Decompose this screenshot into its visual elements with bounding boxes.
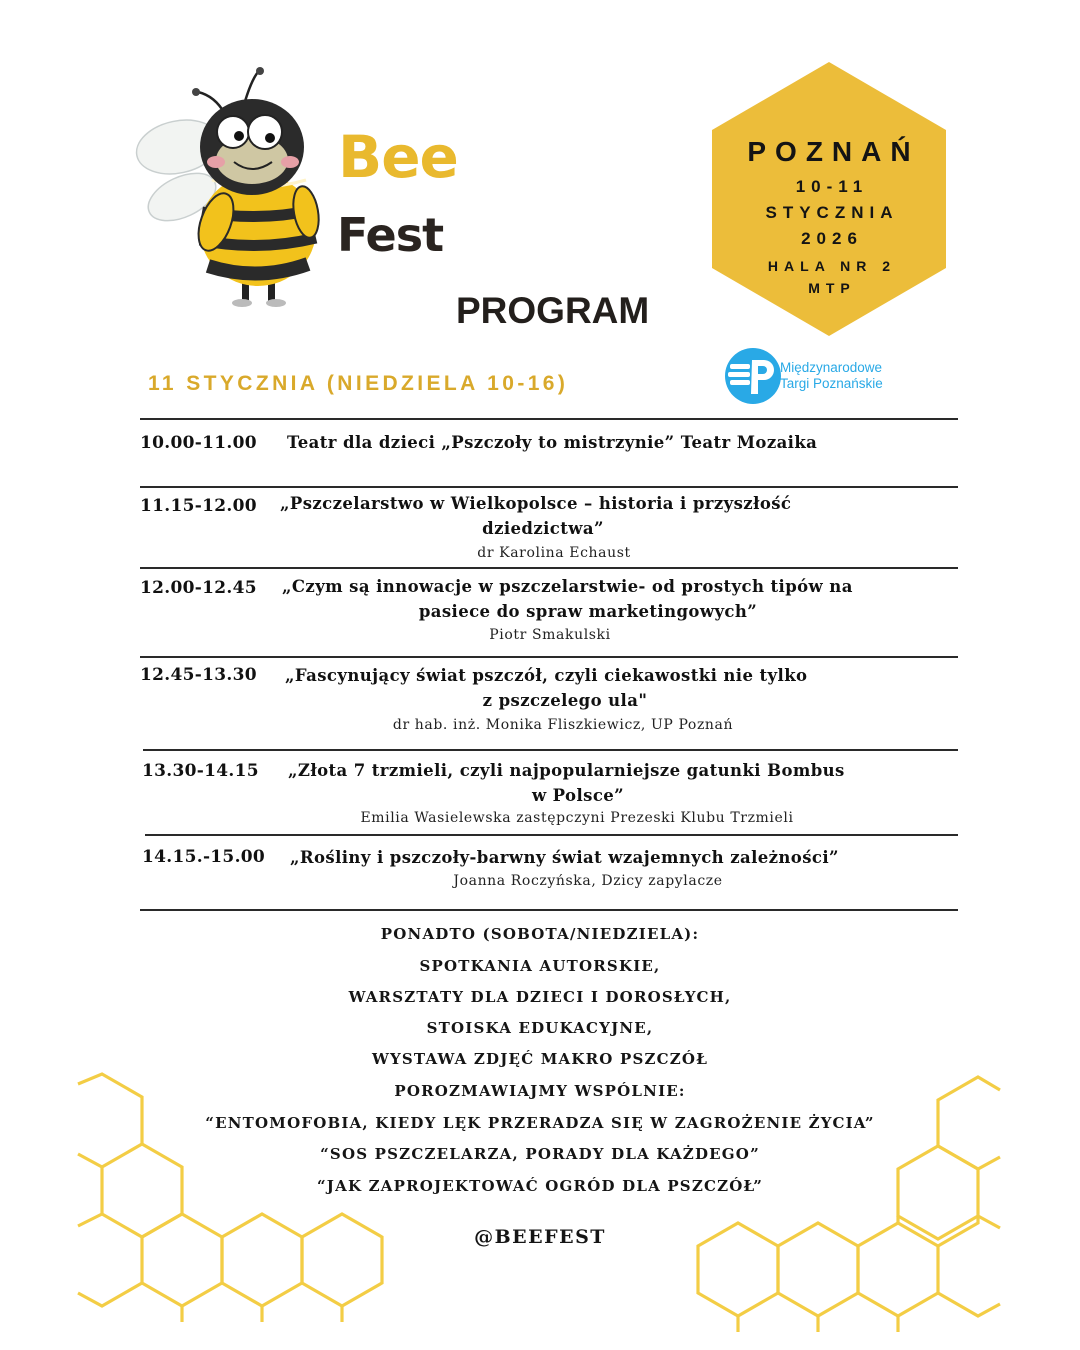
session-time: 14.15.-15.00 <box>142 847 266 867</box>
divider <box>140 567 958 569</box>
session-time: 12.45-13.30 <box>140 665 257 685</box>
session-time: 12.00-12.45 <box>140 578 257 598</box>
session-title-cont: w Polsce” <box>531 786 625 805</box>
session-time: 11.15-12.00 <box>140 496 257 516</box>
bee-mascot-icon <box>130 62 340 312</box>
logo-word-bee: Bee <box>338 123 458 191</box>
day-heading: 11 STYCZNIA (NIEDZIELA 10-16) <box>148 372 569 395</box>
session-title-cont: z pszczelego ula" <box>482 691 648 710</box>
badge-dates: 10-11 <box>795 177 869 196</box>
mtp-logo-icon <box>724 346 782 406</box>
extras-item: SPOTKANIA AUTORSKIE, <box>419 957 661 975</box>
extras-item: WYSTAWA ZDJĘĆ MAKRO PSZCZÓŁ <box>371 1050 709 1068</box>
talk-item: “JAK ZAPROJEKTOWAĆ OGRÓD DLA PSZCZÓŁ” <box>316 1177 764 1195</box>
logo-word-fest: Fest <box>337 208 444 262</box>
divider <box>140 656 958 658</box>
divider <box>145 834 958 836</box>
partner-name-line1: Międzynarodowe <box>780 360 883 375</box>
extras-item: STOISKA EDUKACYJNE, <box>426 1019 654 1037</box>
divider <box>140 418 958 420</box>
badge-month: STYCZNIA <box>765 203 899 222</box>
session-time: 10.00-11.00 <box>140 433 257 453</box>
session-title-cont: pasiece do spraw marketingowych” <box>418 602 758 621</box>
partner-name-line2: Targi Poznańskie <box>780 376 883 391</box>
session-title: „Czym są innowacje w pszczelarstwie- od prostych tipów na <box>282 577 853 596</box>
extras-subheading: POROZMAWIAJMY WSPÓLNIE: <box>394 1082 686 1100</box>
badge-city: POZNAŃ <box>747 136 920 167</box>
session-title-cont: dziedzictwa” <box>482 519 604 538</box>
session-speaker: dr hab. inż. Monika Fliszkiewicz, UP Poznań <box>392 717 734 733</box>
honeycomb-decoration-icon <box>0 1060 1080 1350</box>
talk-item: “ENTOMOFOBIA, KIEDY LĘK PRZERADZA SIĘ W ZAGROŻENIE ŻYCIA” <box>205 1114 875 1132</box>
session-title: „Fascynujący świat pszczół, czyli ciekawostki nie tylko <box>285 666 808 685</box>
page-title: PROGRAM <box>456 290 650 331</box>
badge-hall: HALA NR 2 <box>767 258 897 274</box>
session-speaker: Piotr Smakulski <box>489 627 611 643</box>
session-time: 13.30-14.15 <box>142 761 259 781</box>
talk-item: “SOS PSZCZELARZA, PORADY DLA KAŻDEGO” <box>320 1145 760 1163</box>
divider <box>143 749 958 751</box>
extras-heading: PONADTO (SOBOTA/NIEDZIELA): <box>380 925 700 943</box>
social-handle: @BEEFEST <box>474 1226 606 1248</box>
session-title: „Rośliny i pszczoły-barwny świat wzajemnych zależności” <box>290 848 839 867</box>
session-title: Teatr dla dzieci „Pszczoły to mistrzynie” Teatr Mozaika <box>287 433 818 452</box>
session-speaker: dr Karolina Echaust <box>477 545 631 561</box>
session-speaker: Joanna Roczyńska, Dzicy zapylacze <box>453 873 723 889</box>
session-speaker: Emilia Wasielewska zastępczyni Prezeski Klubu Trzmieli <box>360 810 794 826</box>
divider <box>140 909 958 911</box>
extras-item: WARSZTATY DLA DZIECI I DOROSŁYCH, <box>348 988 732 1006</box>
badge-year: 2026 <box>801 229 863 248</box>
badge-venue: MTP <box>808 280 856 296</box>
session-title: „Pszczelarstwo w Wielkopolsce – historia i przyszłość <box>280 494 792 513</box>
session-title: „Złota 7 trzmieli, czyli najpopularniejsze gatunki Bombus <box>288 761 845 780</box>
divider <box>140 486 958 488</box>
